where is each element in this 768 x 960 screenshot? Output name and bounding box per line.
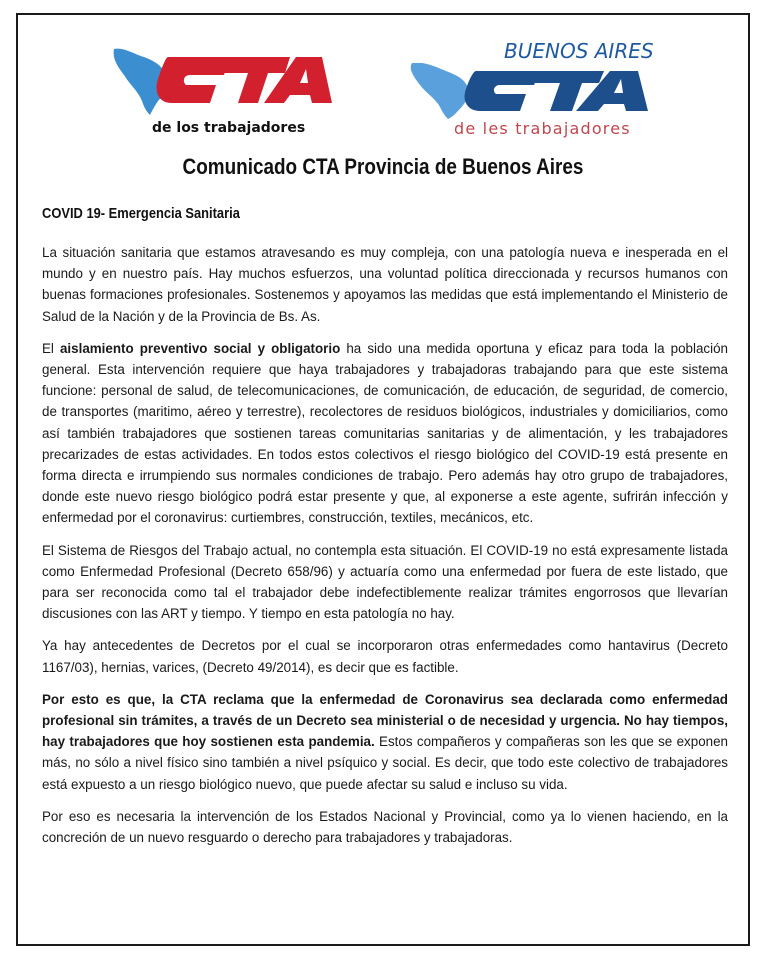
paragraph-text: Ya hay antecedentes de Decretos por el cual se incorporaron otras enfermedades como hantavirus (Decreto 1167/03), hernias, varices, (Decreto 49/2014), es decir que es factible.	[42, 638, 728, 675]
south-america-map-icon	[110, 45, 350, 117]
paragraph-4	[42, 635, 728, 677]
paragraph-text: El Sistema de Riesgos del Trabajo actual, no contempla esta situación. El COVID-19 no está expresamente listada como Enfermedad Profesional (Decreto 658/96) y actuaría como una enfermedad por fuera de este listado, que para ser reconocida como tal el trabajador debe indefectiblemente realizar trámites engorrosos que llevarían discusiones con las ART y tiempo. Y tiempo en esta patología no hay.	[42, 542, 728, 622]
paragraph-post: ha sido una medida oportuna y eficaz para toda la población general. Esta intervención requiere que haya trabajadores y trabajadoras trabajando para que este sistema funcione: personal de salud, de telecomunicaciones, de comunicación, de educación, de seguridad, de comercio, de transportes (maritimo, aéreo y terrestre), recolectores de residuos biológicos, industriales y domiciliarios, como así también trabajadores que sostienen tareas comunitarias sanitarias y de alimentación, y les trabajadores precarizades de estas actividades. En todos estos colectivos el riesgo biológico del COVID-19 está presente en forma directa e irrumpiendo sus normales condiciones de trabajo. Pero además hay otro grupo de trabajadores, donde este nuevo riesgo biológico podrá estar presente y que, al exponerse a este agente, sufrirán infección y enfermedad por el coronavirus: curtiembres, construcción, textiles, mecánicos, etc.	[42, 340, 728, 526]
document-title: Comunicado CTA Provincia de Buenos Aires	[182, 154, 584, 179]
paragraph-pre: El	[42, 340, 60, 356]
paragraph-2	[42, 338, 728, 529]
paragraph-3	[42, 540, 728, 625]
paragraph-text: Por eso es necesaria la intervención de los Estados Nacional y Provincial, como ya lo vienen haciendo, en la concreción de un nuevo resguardo o derecho para trabajadores y trabajadoras.	[42, 808, 728, 846]
logo-region-text: BUENOS AIRES	[504, 39, 654, 63]
logo-subtitle-right: de les trabajadores	[454, 119, 631, 138]
document-body	[42, 242, 728, 859]
document-subtitle: COVID 19- Emergencia Sanitaria	[42, 205, 240, 222]
paragraph-bold: Por esto es que, la CTA reclama que la enfermedad de Coronavirus sea declarada como enfermedad profesional sin trámites, a través de un Decreto sea ministerial o de necesidad y urgencia. No hay tiempos, hay trabajadores que hoy sostienen esta pandemia.	[42, 691, 728, 750]
logo-header	[18, 15, 748, 139]
paragraph-5	[42, 689, 728, 795]
paragraph-bold: aislamiento preventivo social y obligatorio	[59, 340, 341, 356]
paragraph-1	[42, 242, 728, 327]
logo-subtitle-left: de los trabajadores	[152, 120, 306, 136]
south-america-map-icon	[396, 63, 676, 119]
paragraph-text: La situación sanitaria que estamos atravesando es muy compleja, con una patología nueva e inesperada en el mundo y en nuestro país. Hay muchos esfuerzos, una voluntad política direccionada y recursos humanos con buenas formaciones profesionales. Sostenemos y apoyamos las medidas que está implementando el Ministerio de Salud de la Nación y de la Provincia de Bs. As.	[42, 245, 728, 324]
paragraph-6	[42, 806, 728, 848]
paragraph-post: Estos compañeros y compañeras son les que se exponen más, no sólo a nivel físico sino también a nivel psíquico y social. Es decir, que todo este colectivo de trabajadores está expuesto a un riesgo biológico nuevo, que puede afectar su salud e incluso su vida.	[42, 734, 728, 792]
cta-buenos-aires-logo	[396, 39, 676, 139]
cta-logo	[110, 45, 350, 139]
document-frame	[16, 13, 750, 946]
